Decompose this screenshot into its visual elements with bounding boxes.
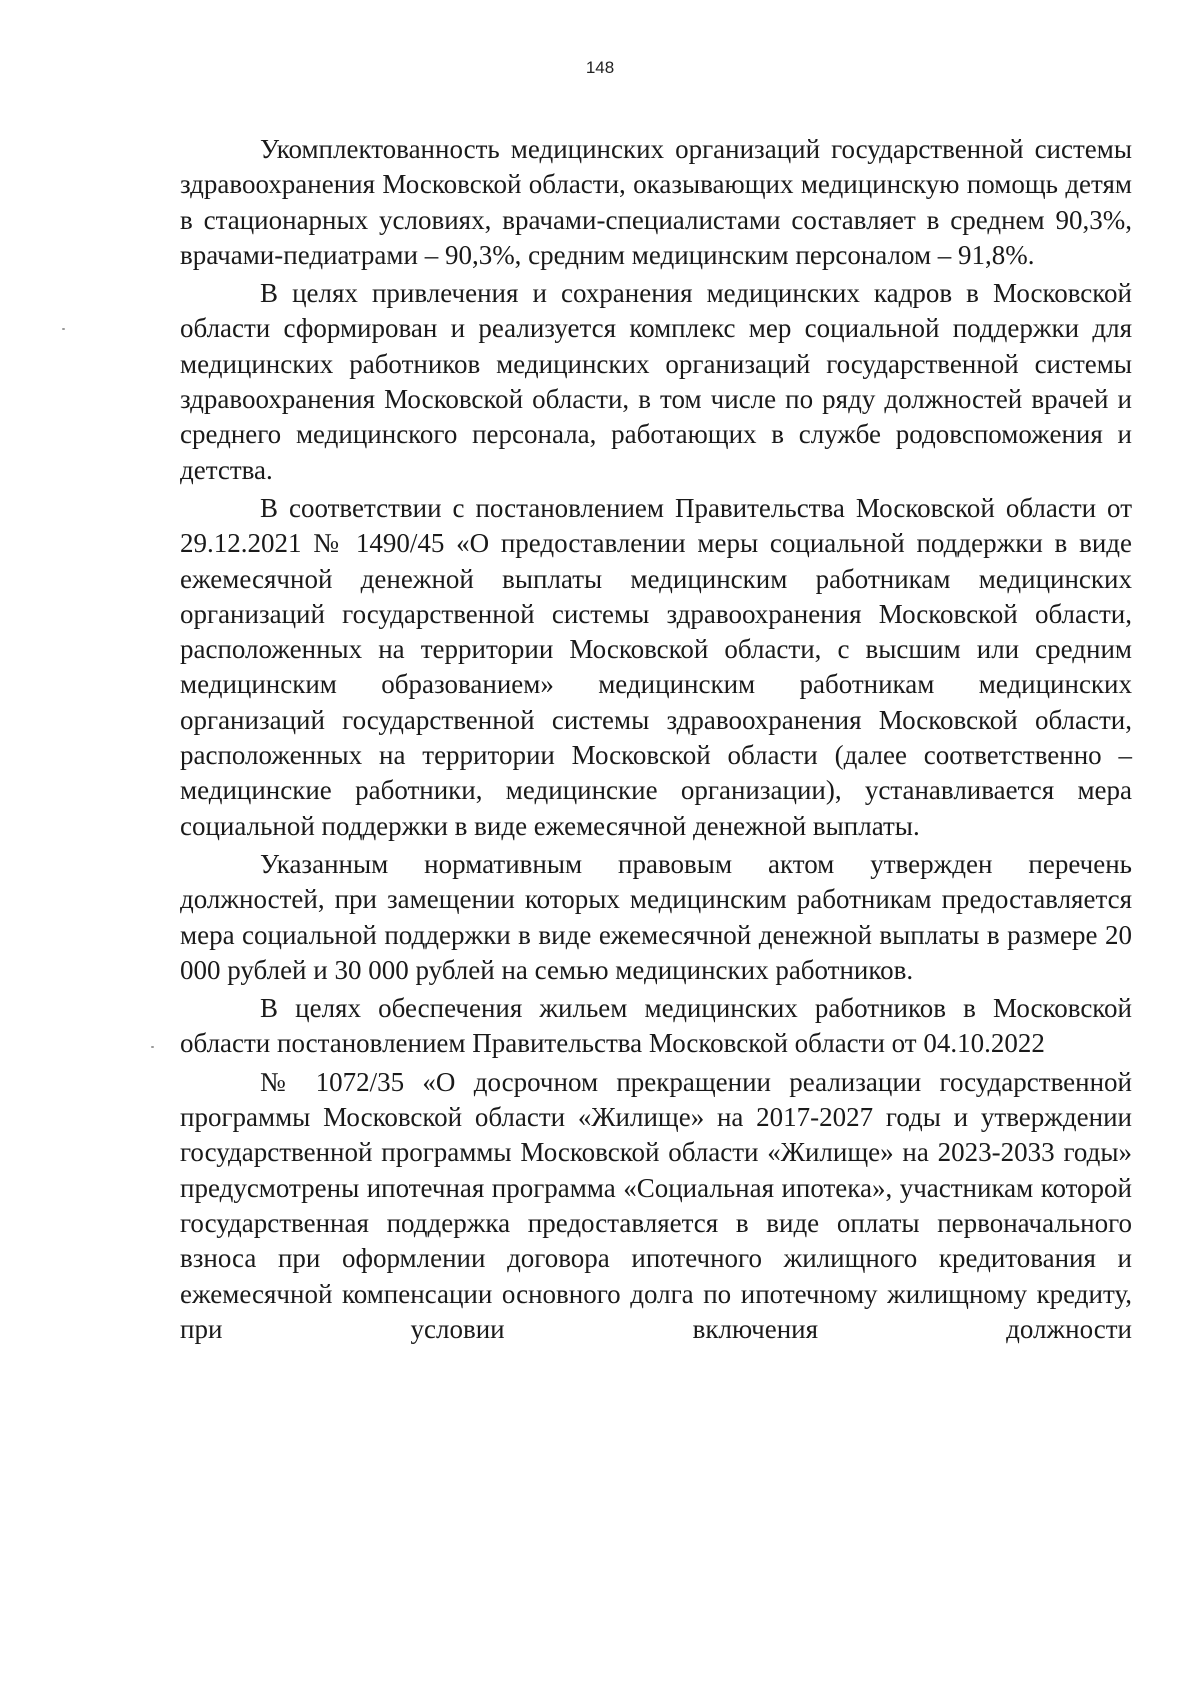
paragraph-payment-list: Указанным нормативным правовым актом утвержден перечень должностей, при замещении которых медицинским работникам предоставляется мера социальной поддержки в виде ежемесячной денежной выплаты в размере 20 000 рублей и 30 000 рублей на семью медицинских работников. (180, 848, 1132, 985)
scan-speck (151, 1046, 154, 1048)
paragraph-staffing: Укомплектованность медицинских организаций государственной системы здравоохранения Московской области, оказывающих медицинскую помощь детям в стационарных условиях, врачами-специалистами составляет в среднем 90,3%, врачами-педиатрами – 90,3%, средним медицинским персоналом – 91,8%. (180, 134, 1132, 270)
paragraph-resolution-1490: В соответствии с постановлением Правительства Московской области от 29.12.2021 № 1490/45 «О предоставлении меры социальной поддержки в виде ежемесячной денежной выплаты медицинским работникам медицинских организаций государственной системы здравоохранения Московской области, расположенных на территории Московской области, с высшим или средним медицинским образованием» медицинским работникам медицинских организаций государственной системы здравоохранения Московской области, расположенных на территории Московской области (далее соответственно – медицинские работники, медицинские организации), устанавливается мера социальной поддержки в виде ежемесячной денежной выплаты. (180, 492, 1132, 841)
paragraph-housing: В целях обеспечения жильем медицинских работников в Московской области постановлением Правительства Московской области от 04.10.2022 (180, 993, 1132, 1059)
page-number: 148 (585, 58, 615, 77)
scan-speck (62, 328, 65, 330)
paragraph-social-support: В целях привлечения и сохранения медицинских кадров в Московской области сформирован и реализуется комплекс мер социальной поддержки для медицинских работников медицинских организаций государственной системы здравоохранения Московской области, в том числе по ряду должностей врачей и среднего медицинского персонала, работающих в службе родовспоможения и детства. (180, 278, 1132, 485)
paragraph-resolution-1072: № 1072/35 «О досрочном прекращении реализации государственной программы Московской области «Жилище» на 2017-2027 годы и утверждении государственной программы Московской области «Жилище» на 2023-2033 годы» предусмотрены ипотечная программа «Социальная ипотека», участникам которой государственная поддержка предоставляется в виде оплаты первоначального взноса при оформлении договора ипотечного жилищного кредитования и ежемесячной компенсации основного долга по ипотечному жилищному кредиту, при условии включения должности (180, 1066, 1132, 1344)
document-body (180, 132, 1132, 1350)
